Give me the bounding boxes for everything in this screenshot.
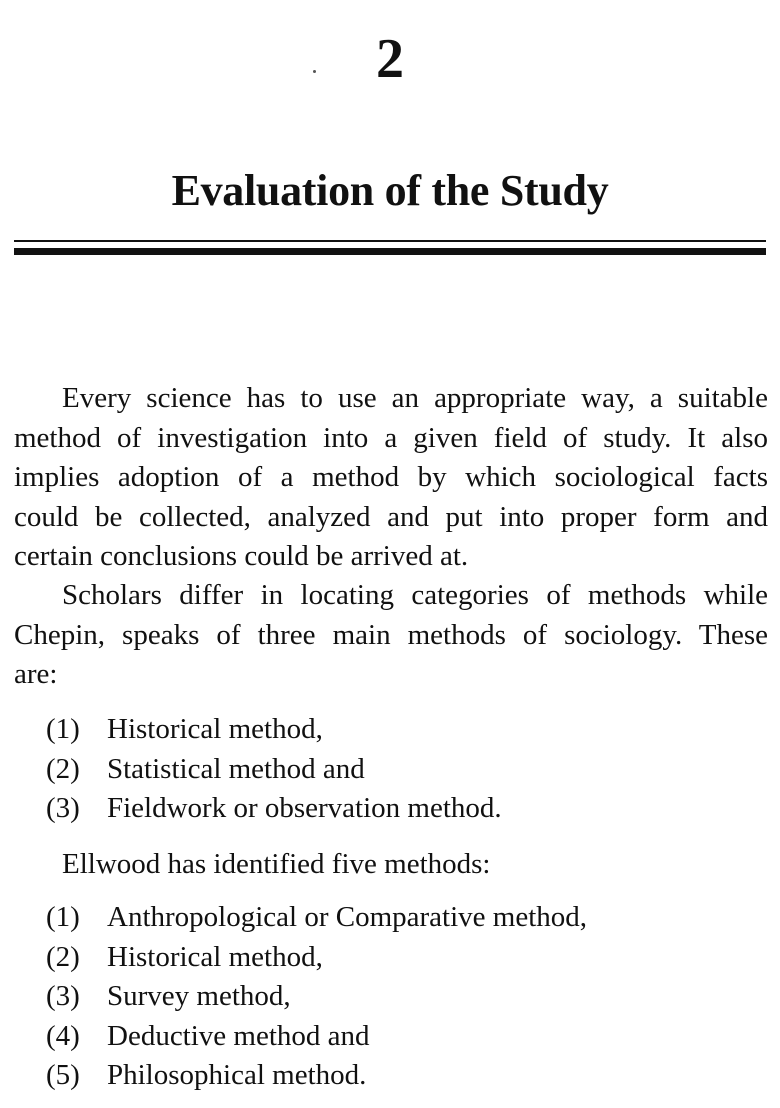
- paragraph-line: Scholars differ in locating categories of methods while: [62, 579, 768, 611]
- list-text: Historical method,: [107, 713, 323, 745]
- chapter-number: 2: [376, 28, 404, 90]
- paragraph-2: [14, 576, 768, 695]
- chapter-title: Evaluation of the Study: [171, 166, 609, 215]
- chepin-methods-list: [46, 710, 502, 829]
- paragraph-line: Every science has to use an appropriate way, a suitable: [62, 382, 768, 414]
- list-text: Fieldwork or observation method.: [107, 792, 502, 824]
- list-text: Anthropological or Comparative method,: [107, 901, 588, 933]
- list-number: (3): [46, 980, 80, 1012]
- list-number: (1): [46, 901, 80, 933]
- list-item: [46, 1017, 587, 1057]
- list-number: (3): [46, 792, 80, 824]
- title-rule-thin: [14, 240, 766, 242]
- list-number: (2): [46, 940, 80, 973]
- list-text: Survey method,: [107, 980, 291, 1012]
- list-text: Philosophical method.: [107, 1059, 367, 1091]
- list-number: (1): [46, 713, 80, 745]
- list-number: (4): [46, 1019, 80, 1052]
- paragraph-line: implies adoption of a method by which sociological facts: [14, 461, 768, 493]
- list-text: Statistical method and: [107, 752, 365, 785]
- list-number: (5): [46, 1059, 80, 1091]
- paragraph-line: certain conclusions could be arrived at.: [14, 540, 469, 572]
- ellwood-methods-list: [46, 898, 587, 1096]
- paragraph-line: could be collected, analyzed and put into proper form and: [14, 500, 768, 533]
- list-number: (2): [46, 752, 80, 785]
- list-text: Historical method,: [107, 940, 323, 973]
- ellwood-heading: Ellwood has identified five methods:: [62, 848, 491, 880]
- paragraph-line: Chepin, speaks of three main methods of sociology. These: [14, 618, 768, 651]
- list-item: [46, 789, 502, 829]
- list-item: [46, 938, 587, 978]
- title-rule-thick: [14, 248, 766, 255]
- list-item: [46, 1056, 587, 1096]
- paragraph-line: method of investigation into a given field of study. It also: [14, 421, 768, 454]
- list-item: [46, 710, 502, 750]
- list-text: Deductive method and: [107, 1019, 370, 1052]
- list-item: [46, 898, 587, 938]
- paragraph-line: are:: [14, 658, 58, 690]
- list-item: [46, 977, 587, 1017]
- paragraph-1: [14, 379, 768, 577]
- list-item: [46, 750, 502, 790]
